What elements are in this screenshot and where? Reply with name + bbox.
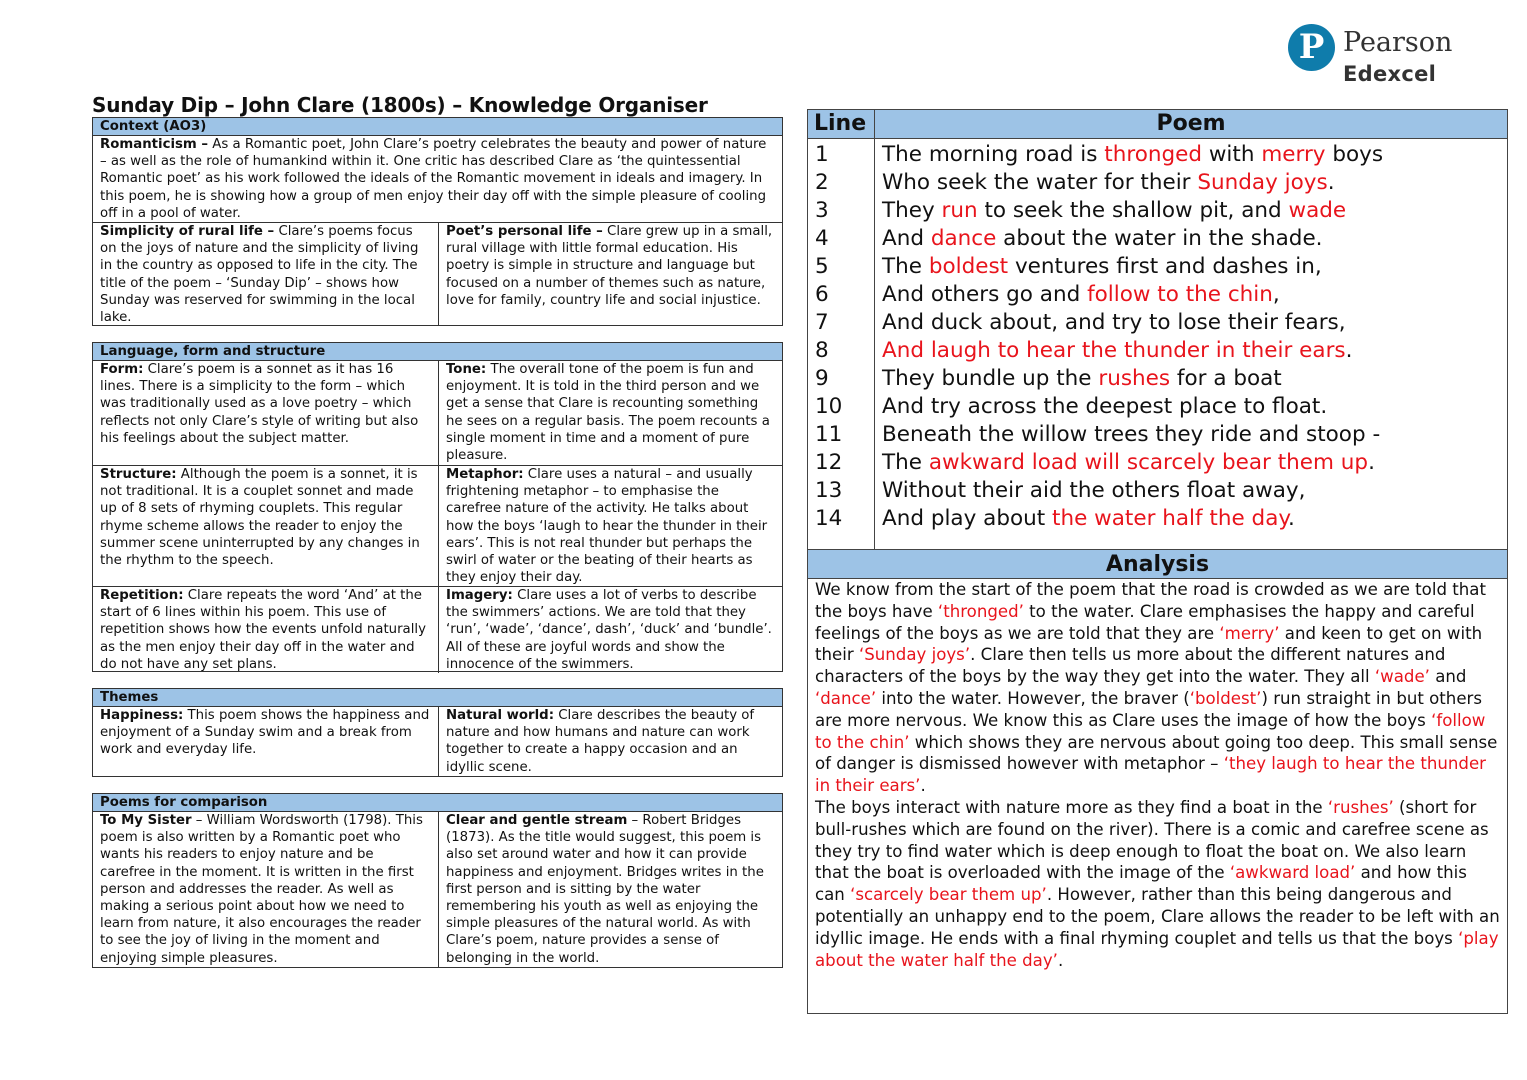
line-number: 14 bbox=[815, 506, 843, 531]
label: Repetition: bbox=[100, 588, 184, 603]
highlighted-quote: run bbox=[941, 198, 978, 223]
poem-line bbox=[882, 281, 1507, 309]
line-number: 8 bbox=[815, 338, 829, 363]
highlighted-quote: ‘follow to the chin’ bbox=[815, 710, 1486, 752]
text: – William Wordsworth (1798). This poem is also written by a Romantic poet who wants his readers to enjoy nature and be carefree in the moment. It is written in the first person and addresses the reader. As well as making a serious point about how we need to learn from nature, it also encourages the reader to see the joy of living in the moment and enjoying simple pleasures. bbox=[100, 813, 423, 966]
poem-analysis-panel bbox=[807, 109, 1508, 1014]
highlighted-quote: And laugh to hear the thunder in their ears bbox=[882, 338, 1346, 363]
text: The overall tone of the poem is fun and enjoyment. It is told in the third person and we get a sense that Clare is recounting something he sees on a regular basis. The poem recounts a single moment in time and a moment of pure pleasure. bbox=[446, 362, 770, 464]
language-tone bbox=[438, 361, 782, 465]
language-metaphor bbox=[438, 466, 782, 586]
text-segment: The bbox=[882, 450, 929, 475]
text-segment: Beneath the willow trees they ride and stoop - bbox=[882, 422, 1381, 447]
context-romanticism bbox=[93, 136, 782, 223]
text: Clare describes the beauty of nature and how humans and nature can work together to create a happy occasion and an idyllic scene. bbox=[446, 708, 755, 775]
text-segment: and keen to get on with their bbox=[815, 623, 1483, 665]
analysis-paragraph bbox=[815, 797, 1501, 971]
pearson-edexcel-logo bbox=[1288, 24, 1508, 88]
text: This poem shows the happiness and enjoyment of a Sunday swim and a break from work and everyday life. bbox=[100, 708, 430, 758]
label: To My Sister bbox=[100, 813, 192, 828]
text: Clare repeats the word ‘And’ at the start of 6 lines within his poem. This use of repetition shows how the events unfold naturally as the men enjoy their day off in the water and do not have any set plans. bbox=[100, 588, 426, 672]
page-title: Sunday Dip – John Clare (1800s) – Knowledge Organiser bbox=[92, 93, 708, 117]
language-form bbox=[93, 361, 438, 465]
text-segment: . bbox=[1345, 338, 1353, 363]
section-header: Language, form and structure bbox=[93, 343, 782, 361]
highlighted-quote: ‘merry’ bbox=[1219, 623, 1280, 643]
poem-line bbox=[882, 169, 1507, 197]
label: Poet’s personal life – bbox=[446, 224, 603, 239]
text-segment: , bbox=[1272, 282, 1280, 307]
text-segment: to seek the shallow pit, and bbox=[977, 198, 1289, 223]
language-structure bbox=[93, 466, 438, 586]
analysis-text bbox=[808, 579, 1507, 971]
highlighted-quote: dance bbox=[930, 226, 997, 251]
highlighted-quote: ‘play about the water half the day’ bbox=[815, 928, 1499, 970]
label: Happiness: bbox=[100, 708, 184, 723]
line-number: 6 bbox=[815, 282, 829, 307]
line-number: 12 bbox=[815, 450, 843, 475]
highlighted-quote: ‘thronged’ bbox=[937, 601, 1024, 621]
text-segment: . However, rather than this being dangerous and potentially an unhappy end to the poem, Clare allows the reader to be left with an idyllic image. He ends with a final rhyming couplet and tells us that the boys bbox=[815, 885, 1500, 948]
highlighted-quote: ‘wade’ bbox=[1374, 667, 1430, 687]
logo-brand: Pearson bbox=[1343, 27, 1453, 58]
analysis-paragraph bbox=[815, 579, 1501, 797]
text-segment: . bbox=[1288, 506, 1295, 531]
highlighted-quote: thronged bbox=[1104, 142, 1203, 167]
text: Clare’s poem is a sonnet as it has 16 lines. There is a simplicity to the form – which was traditionally used as a love poetry – which reflects not only Clare’s style of writing but also his feelings about the subject matter. bbox=[100, 362, 419, 446]
highlighted-quote: Sunday joys bbox=[1197, 170, 1328, 195]
highlighted-quote: ‘boldest’ bbox=[1189, 688, 1262, 708]
label: Clear and gentle stream bbox=[446, 813, 628, 828]
comparison-to-my-sister bbox=[93, 812, 438, 967]
highlighted-quote: boldest bbox=[928, 254, 1009, 279]
poem-line bbox=[882, 225, 1507, 253]
text-segment: And try across the deepest place to float. bbox=[882, 394, 1328, 419]
text-segment: and bbox=[1429, 667, 1467, 687]
label: Metaphor: bbox=[446, 467, 524, 482]
text: Although the poem is a sonnet, it is not traditional. It is a couplet sonnet and made up of 8 sets of rhyming couplets. This regular rhyme scheme allows the reader to enjoy the summer scene uninterrupted by any changes in the rhythm to the speech. bbox=[100, 467, 420, 569]
text-segment: And others go and bbox=[882, 282, 1088, 307]
text-segment: which shows they are nervous about going too deep. This small sense of danger is dismissed however with metaphor – bbox=[815, 732, 1498, 774]
text-segment: The boys interact with nature more as they find a boat in the bbox=[815, 797, 1328, 817]
text-segment: . bbox=[1368, 450, 1375, 475]
text-segment: . bbox=[1057, 950, 1064, 970]
text-segment: And duck about, and try to lose their fears, bbox=[882, 310, 1346, 335]
pearson-logo-icon: P bbox=[1288, 24, 1335, 71]
line-number: 7 bbox=[815, 310, 829, 335]
line-number: 9 bbox=[815, 366, 829, 391]
line-number: 11 bbox=[815, 422, 843, 447]
section-header: Themes bbox=[93, 689, 782, 707]
poem-table-header bbox=[808, 110, 1507, 139]
text: – Robert Bridges (1873). As the title would suggest, this poem is also set around water and how it can provide happiness and enjoyment. Bridges writes in the first person and is sitting by the water remembering his youth as well as enjoying the simple pleasures of the natural world. As with Clare’s poem, nature provides a sense of belonging in the world. bbox=[446, 813, 764, 966]
highlighted-quote: ‘dance’ bbox=[815, 688, 877, 708]
text: Clare uses a lot of verbs to describe the swimmers’ actions. We are told that they ‘run’, ‘wade’, ‘dance’, dash’, ‘duck’ and ‘bundle’. All of these are joyful words and show the innocence of the swimmers. bbox=[446, 588, 772, 672]
text-segment: for a boat bbox=[1170, 366, 1282, 391]
section-header: Context (AO3) bbox=[93, 118, 782, 136]
highlighted-quote: ‘awkward load’ bbox=[1229, 863, 1356, 883]
poem-line bbox=[882, 197, 1507, 225]
poem-lines bbox=[875, 139, 1507, 549]
highlighted-quote: merry bbox=[1261, 142, 1326, 167]
text-segment: They bundle up the bbox=[882, 366, 1099, 391]
highlighted-quote: the water half the day bbox=[1052, 506, 1289, 531]
text-segment: And bbox=[882, 226, 931, 251]
logo-sub: Edexcel bbox=[1343, 62, 1437, 86]
text-segment: Without their aid the others float away, bbox=[882, 478, 1306, 503]
text: Clare’s poems focus on the joys of nature and the simplicity of living in the country as opposed to life in the city. The title of the poem – ‘Sunday Dip’ – shows how Sunday was reserved for swimming in the local lake. bbox=[100, 224, 419, 326]
label: Simplicity of rural life – bbox=[100, 224, 275, 239]
col-line: Line bbox=[808, 110, 875, 138]
highlighted-quote: rushes bbox=[1098, 366, 1171, 391]
text-segment: The bbox=[882, 254, 929, 279]
highlighted-quote: wade bbox=[1288, 198, 1347, 223]
context-rural bbox=[93, 223, 438, 326]
section-header: Poems for comparison bbox=[93, 794, 782, 812]
highlighted-quote: awkward load will scarcely bear them up bbox=[928, 450, 1369, 475]
theme-natural-world bbox=[438, 707, 782, 776]
label: Form: bbox=[100, 362, 144, 377]
text-segment: (short for bull-rushes which are found on the river). There is a comic and carefree scene as they try to find water which is deep enough to float the boat on. We also learn that the boat is overloaded with the image of the bbox=[815, 797, 1489, 883]
label: Structure: bbox=[100, 467, 177, 482]
poem-line bbox=[882, 337, 1507, 365]
label: Imagery: bbox=[446, 588, 513, 603]
context-section bbox=[92, 117, 783, 326]
poem-line bbox=[882, 141, 1507, 169]
text-segment: Who seek the water for their bbox=[882, 170, 1198, 195]
context-personal bbox=[438, 223, 782, 326]
line-numbers bbox=[808, 139, 875, 549]
comparison-clear-gentle-stream bbox=[438, 812, 782, 967]
highlighted-quote: ‘scarcely bear them up’ bbox=[850, 885, 1047, 905]
poem-line bbox=[882, 421, 1507, 449]
text-segment: ventures first and dashes in, bbox=[1008, 254, 1322, 279]
label: Romanticism – bbox=[100, 137, 209, 152]
poem-line bbox=[882, 477, 1507, 505]
poem-line bbox=[882, 309, 1507, 337]
comparison-section bbox=[92, 793, 783, 968]
text-segment: . bbox=[1327, 170, 1335, 195]
poem-line bbox=[882, 365, 1507, 393]
analysis-header: Analysis bbox=[808, 550, 1507, 579]
line-number: 10 bbox=[815, 394, 843, 419]
text-segment: to the water. Clare emphasises the happy and careful feelings of the boys as we are told that they are bbox=[815, 601, 1475, 643]
line-number: 2 bbox=[815, 170, 829, 195]
poem-line bbox=[882, 449, 1507, 477]
label: Natural world: bbox=[446, 708, 555, 723]
line-number: 5 bbox=[815, 254, 829, 279]
language-section bbox=[92, 342, 783, 672]
text-segment: about the water in the shade. bbox=[996, 226, 1323, 251]
highlighted-quote: ‘Sunday joys’ bbox=[858, 645, 971, 665]
highlighted-quote: follow to the chin bbox=[1087, 282, 1273, 307]
text-segment: with bbox=[1202, 142, 1262, 167]
text: Clare grew up in a small, rural village with little formal education. His poetry is simple in structure and language but focused on a number of themes such as nature, love for family, country life and social injustice. bbox=[446, 224, 773, 308]
text-segment: . bbox=[920, 776, 926, 796]
col-poem: Poem bbox=[1156, 111, 1226, 136]
text-segment: boys bbox=[1325, 142, 1384, 167]
text-segment: . Clare then tells us more about the different natures and characters of the boys by the way they get into the water. They all bbox=[815, 645, 1446, 687]
language-repetition bbox=[93, 587, 438, 673]
text-segment: The morning road is bbox=[882, 142, 1105, 167]
text: As a Romantic poet, John Clare’s poetry celebrates the beauty and power of nature – as well as the role of humankind within it. One critic has described Clare as ‘the quintessential Romantic poet’ as his work followed the ideals of the Romantic movement in ideals and imagery. In this poem, he is showing how a group of men enjoy their day off with the simple pleasure of cooling off in a pool of water. bbox=[100, 137, 767, 221]
label: Tone: bbox=[446, 362, 487, 377]
poem-line bbox=[882, 253, 1507, 281]
highlighted-quote: ‘rushes’ bbox=[1327, 797, 1394, 817]
line-number: 4 bbox=[815, 226, 829, 251]
poem-line bbox=[882, 393, 1507, 421]
line-number: 3 bbox=[815, 198, 829, 223]
text-segment: We know from the start of the poem that the road is crowded as we are told that the boys have bbox=[815, 580, 1486, 621]
line-number: 13 bbox=[815, 478, 843, 503]
themes-section bbox=[92, 688, 783, 777]
language-imagery bbox=[438, 587, 782, 673]
text-segment: And play about bbox=[882, 506, 1053, 531]
text-segment: ) run straight in but others are more nervous. We know this as Clare uses the image of how the boys bbox=[815, 688, 1483, 730]
theme-happiness bbox=[93, 707, 438, 776]
text-segment: They bbox=[882, 198, 942, 223]
text-segment: and how this can bbox=[815, 863, 1467, 905]
text-segment: into the water. However, the braver ( bbox=[876, 688, 1190, 708]
highlighted-quote: ‘they laugh to hear the thunder in their ears’ bbox=[815, 754, 1486, 796]
text: Clare uses a natural – and usually frightening metaphor – to emphasise the carefree nature of the activity. He talks about how the boys ‘laugh to hear the thunder in their ears’. This is not real thunder but perhaps the swirl of water or the beating of their hearts as they enjoy their day. bbox=[446, 467, 768, 586]
line-number: 1 bbox=[815, 142, 829, 167]
poem-line bbox=[882, 505, 1507, 533]
